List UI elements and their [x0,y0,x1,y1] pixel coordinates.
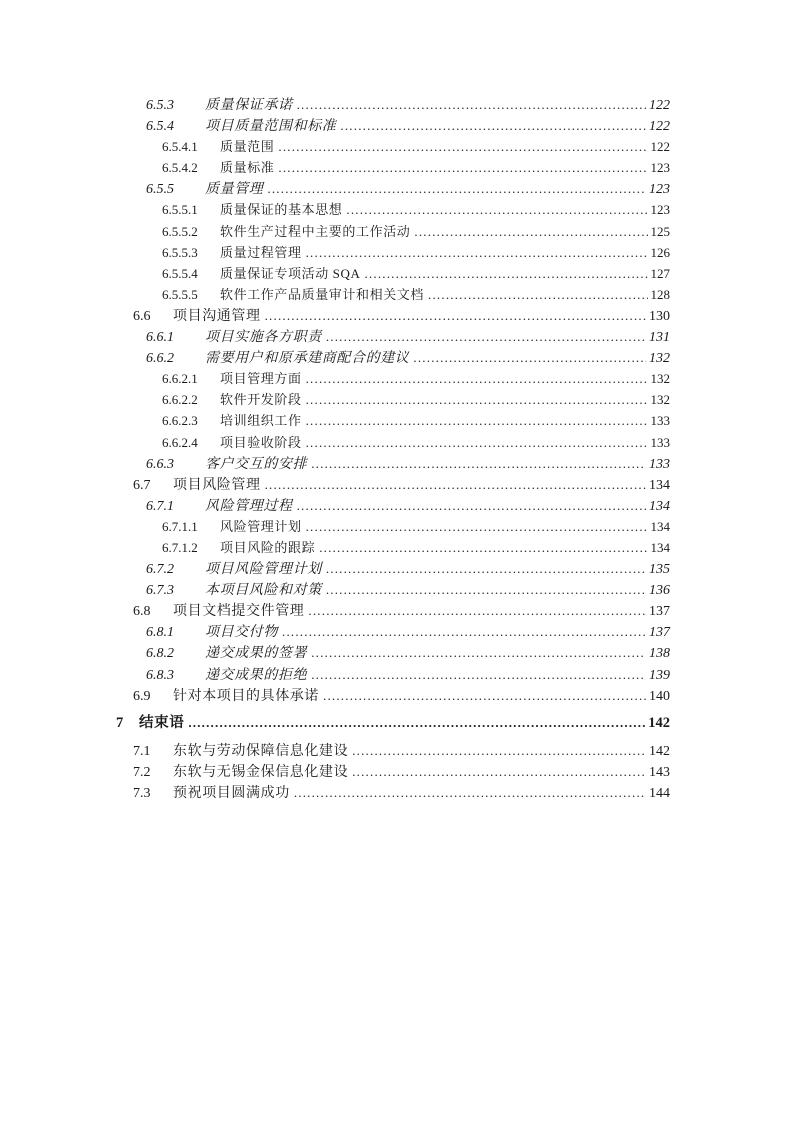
toc-leader-dots [265,474,646,495]
toc-entry-title: 项目验收阶段 [220,434,302,450]
toc-entry[interactable] [113,347,670,368]
toc-entry[interactable] [113,410,670,431]
toc-leader-dots [306,410,648,431]
toc-entry-page: 142 [649,743,670,759]
toc-entry[interactable] [113,579,670,600]
toc-leader-dots [428,284,647,305]
toc-entry[interactable] [113,136,670,157]
toc-entry-page: 134 [649,477,670,493]
toc-entry-page: 135 [649,562,670,578]
toc-entry-number: 6.5.4.1 [162,139,198,155]
toc-entry-page: 123 [650,160,670,176]
toc-leader-dots [311,453,646,474]
toc-entry[interactable] [113,474,670,495]
toc-entry[interactable] [113,284,670,305]
toc-entry-number: 7.3 [133,786,151,801]
toc-entry-title: 客户交互的安排 [205,456,308,472]
toc-leader-dots [311,642,646,663]
toc-leader-dots [282,621,646,642]
toc-entry-title: 风险管理过程 [205,498,293,514]
toc-entry-number: 6.6.2 [146,351,174,367]
toc-entry-number: 6.8.1 [146,625,174,641]
toc-entry-page: 139 [649,667,670,683]
toc-entry-title: 预祝项目圆满成功 [173,786,290,801]
toc-leader-dots [311,664,646,685]
toc-entry-number: 6.7.1.1 [162,518,198,534]
toc-entry-title: 本项目风险和对策 [205,583,322,599]
toc-leader-dots [352,740,646,761]
toc-leader-dots [306,516,648,537]
toc-entry[interactable] [113,199,670,220]
toc-entry-page: 134 [649,498,670,514]
toc-entry[interactable] [113,558,670,579]
toc-entry-page: 144 [649,786,670,801]
toc-entry-title: 质量过程管理 [220,244,302,260]
toc-entry[interactable] [113,516,670,537]
toc-entry[interactable] [113,432,670,453]
toc-entry-title: 递交成果的签署 [205,646,308,662]
toc-entry-number: 7 [116,714,124,731]
toc-entry[interactable] [113,761,670,782]
toc-entry[interactable] [113,157,670,178]
toc-entry-number: 6.8.2 [146,646,174,662]
toc-entry-number: 6.5.5.5 [162,286,198,302]
toc-entry-title: 风险管理计划 [220,518,302,534]
toc-entry-number: 6.8.3 [146,667,174,683]
toc-leader-dots [308,600,646,621]
toc-entry-number: 6.5.5.3 [162,244,198,260]
toc-entry-page: 133 [650,413,670,429]
toc-entry[interactable] [113,178,670,199]
toc-entry-number: 6.5.4.2 [162,160,198,176]
toc-entry-title: 软件生产过程中主要的工作活动 [220,223,411,239]
toc-entry-page: 123 [649,182,670,198]
toc-entry[interactable] [113,115,670,136]
toc-entry-page: 138 [649,646,670,662]
toc-leader-dots [413,347,646,368]
toc-leader-dots [326,579,646,600]
toc-entry-page: 132 [650,371,670,387]
toc-entry[interactable] [113,642,670,663]
toc-entry-number: 6.5.3 [146,98,174,113]
toc-entry[interactable] [113,712,670,733]
toc-entry[interactable] [113,782,670,803]
toc-entry-page: 128 [650,286,670,302]
toc-entry-page: 123 [650,202,670,218]
toc-leader-dots [306,242,648,263]
toc-entry-title: 项目风险管理计划 [205,562,322,578]
toc-entry-title: 质量保证承诺 [205,98,293,113]
toc-entry-page: 131 [649,330,670,346]
toc-entry-page: 122 [650,139,670,155]
toc-entry-page: 134 [650,539,670,555]
toc-entry-number: 6.7.1 [146,498,174,514]
toc-entry-page: 143 [649,764,670,780]
toc-entry-page: 132 [650,392,670,408]
toc-leader-dots [414,221,647,242]
toc-entry-number: 6.5.5.4 [162,265,198,281]
toc-leader-dots [346,199,647,220]
toc-entry[interactable] [113,368,670,389]
toc-entry-page: 126 [650,244,670,260]
toc-leader-dots [326,326,646,347]
toc-leader-dots [306,432,648,453]
toc-entry[interactable] [113,242,670,263]
toc-entry-number: 6.6.2.1 [162,371,198,387]
toc-entry-page: 133 [649,456,670,472]
toc-entry-number: 6.5.5.2 [162,223,198,239]
toc-entry-page: 130 [649,308,670,324]
toc-leader-dots [278,157,647,178]
toc-entry-number: 7.2 [133,764,151,780]
toc-entry[interactable] [113,600,670,621]
toc-entry-page: 137 [649,604,670,620]
toc-entry-title: 质量管理 [205,182,264,198]
toc-entry-title: 项目实施各方职责 [205,330,322,346]
toc-entry-number: 6.8 [133,604,151,620]
toc-entry[interactable] [113,305,670,326]
toc-entry-page: 134 [650,518,670,534]
toc-entry-title: 项目风险管理 [173,477,261,493]
toc-entry-page: 140 [649,688,670,704]
toc-entry-number: 6.7.2 [146,562,174,578]
toc-entry-title: 递交成果的拒绝 [205,667,308,683]
toc-leader-dots [297,495,646,516]
toc-entry[interactable] [113,263,670,284]
toc-entry-title: 针对本项目的具体承诺 [173,688,319,704]
toc-leader-dots [188,712,645,733]
toc-entry-title: 质量保证的基本思想 [220,202,343,218]
toc-leader-dots [297,94,646,115]
toc-entry-title: 软件工作产品质量审计和相关文档 [220,286,425,302]
toc-leader-dots [306,389,648,410]
toc-entry-title: 东软与劳动保障信息化建设 [173,743,349,759]
toc-leader-dots [340,115,646,136]
toc-entry-title: 需要用户和原承建商配合的建议 [205,351,410,367]
toc-entry-title: 东软与无锡金保信息化建设 [173,764,349,780]
toc-entry[interactable] [113,326,670,347]
toc-entry-number: 6.6 [133,308,151,324]
toc-entry-title: 质量范围 [220,139,275,155]
toc-entry[interactable] [113,621,670,642]
toc-entry-title: 项目风险的跟踪 [220,539,316,555]
toc-entry-number: 6.7 [133,477,151,493]
toc-entry-page: 133 [650,434,670,450]
toc-entry-page: 132 [649,351,670,367]
toc-entry-title: 项目沟通管理 [173,308,261,324]
toc-entry-title: 项目质量范围和标准 [205,119,337,135]
toc-leader-dots [326,558,646,579]
toc-entry-page: 122 [649,119,670,135]
toc-entry[interactable] [113,537,670,558]
toc-leader-dots [364,263,647,284]
toc-entry[interactable] [113,94,670,115]
toc-entry[interactable] [113,389,670,410]
toc-leader-dots [267,178,646,199]
toc-entry-number: 6.5.5 [146,182,174,198]
toc-entry[interactable] [113,221,670,242]
toc-entry-title: 项目交付物 [205,625,278,641]
toc-entry-number: 6.6.1 [146,330,174,346]
toc-entry[interactable] [113,453,670,474]
toc-entry-page: 137 [649,625,670,641]
toc-leader-dots [319,537,647,558]
toc-entry[interactable] [113,740,670,761]
toc-entry-number: 6.6.2.4 [162,434,198,450]
toc-entry-page: 142 [648,714,670,731]
toc-entry[interactable] [113,685,670,706]
toc-entry-title: 结束语 [139,714,185,731]
toc-entry-number: 7.1 [133,743,151,759]
toc-leader-dots [294,782,646,803]
toc-entry-title: 项目文档提交件管理 [173,604,305,620]
toc-entry-title: 软件开发阶段 [220,392,302,408]
toc-entry-title: 质量标准 [220,160,275,176]
toc-entry-number: 6.6.2.2 [162,392,198,408]
toc-entry-page: 136 [649,583,670,599]
toc-entry-title: 项目管理方面 [220,371,302,387]
table-of-contents [113,94,670,803]
toc-leader-dots [323,685,646,706]
toc-entry[interactable] [113,495,670,516]
toc-entry-title: 培训组织工作 [220,413,302,429]
toc-entry-number: 6.9 [133,688,151,704]
toc-entry-number: 6.7.3 [146,583,174,599]
toc-leader-dots [306,368,648,389]
toc-entry-page: 125 [650,223,670,239]
toc-entry-number: 6.7.1.2 [162,539,198,555]
toc-leader-dots [352,761,646,782]
toc-entry-number: 6.5.5.1 [162,202,198,218]
toc-leader-dots [265,305,646,326]
toc-entry-page: 122 [649,98,670,113]
toc-entry-number: 6.6.3 [146,456,174,472]
toc-entry[interactable] [113,664,670,685]
toc-leader-dots [278,136,647,157]
toc-entry-title: 质量保证专项活动 SQA [220,265,361,281]
toc-entry-number: 6.5.4 [146,119,174,135]
toc-entry-number: 6.6.2.3 [162,413,198,429]
toc-entry-page: 127 [650,265,670,281]
